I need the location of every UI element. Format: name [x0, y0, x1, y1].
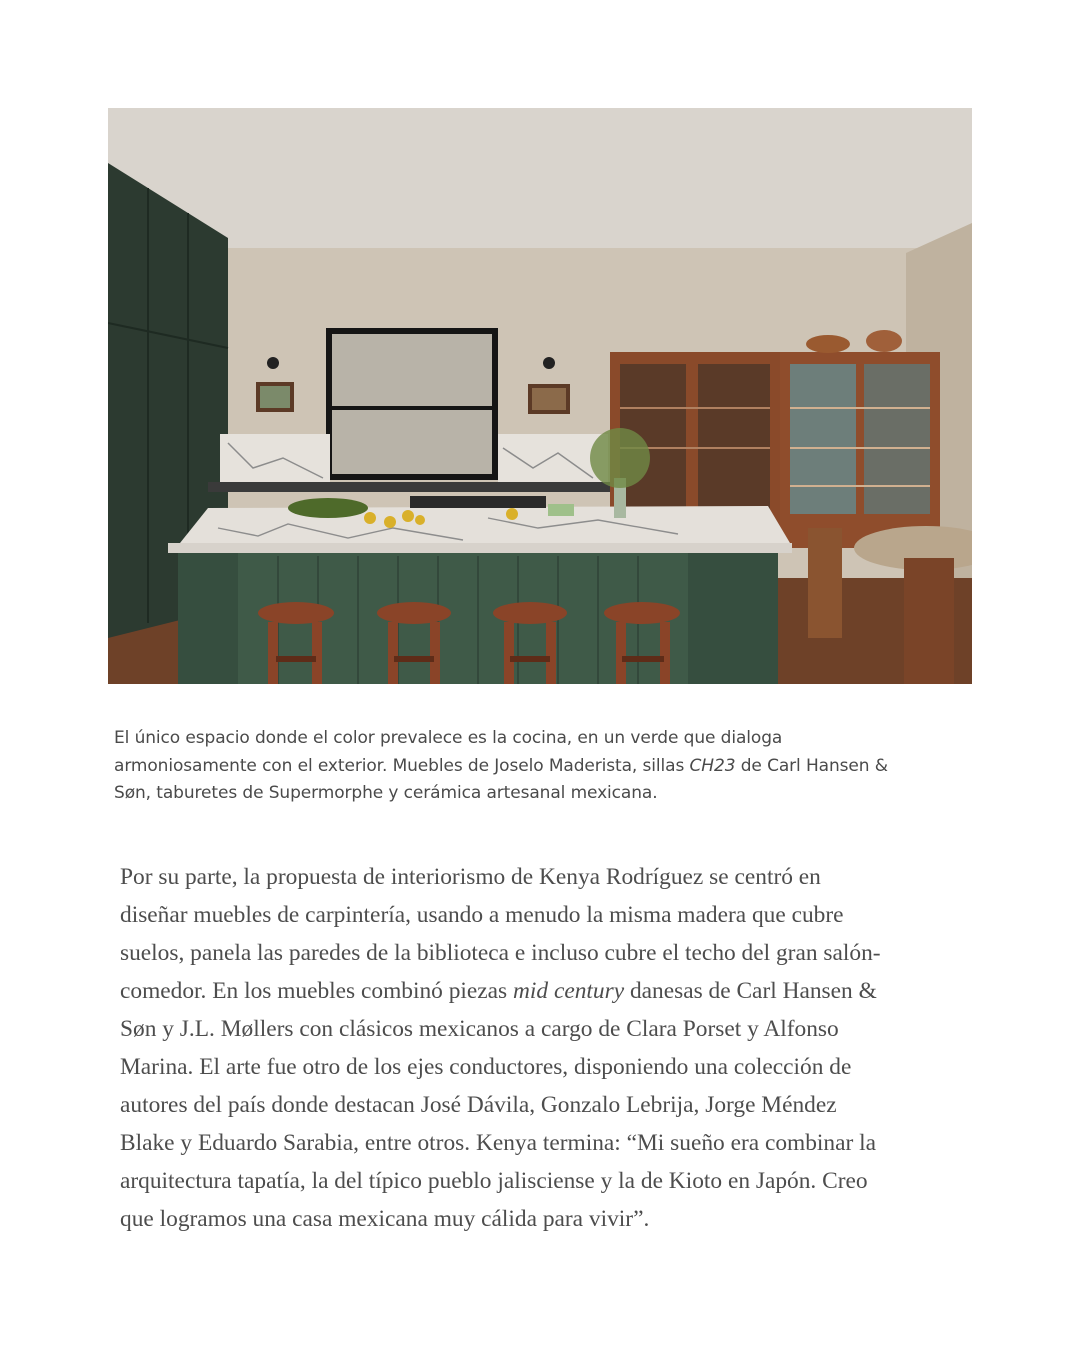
paragraph-line: arquitectura tapatía, la del típico pueblo jalisciense y la de Kioto en Japón. Creo — [120, 1168, 868, 1194]
paragraph-line: que logramos una casa mexicana muy cálida para vivir”. — [120, 1206, 650, 1232]
paragraph-line: autores del país donde destacan José Dávila, Gonzalo Lebrija, Jorge Méndez — [120, 1092, 837, 1118]
paragraph-line: Søn y J.L. Møllers con clásicos mexicanos a cargo de Clara Porset y Alfonso — [120, 1016, 839, 1042]
article-paragraph — [120, 858, 970, 1238]
kitchen-photo — [108, 108, 972, 684]
chair-model-name: CH23 — [689, 755, 736, 776]
paragraph-line: Marina. El arte fue otro de los ejes conductores, disponiendo una colección de — [120, 1054, 852, 1080]
style-term: mid century — [513, 978, 625, 1004]
caption-line: armoniosamente con el exterior. Muebles de Joselo Maderista, sillas CH23 de Carl Hansen & — [114, 755, 888, 776]
caption-line: El único espacio donde el color prevalece es la cocina, en un verde que dialoga — [114, 728, 783, 748]
paragraph-line: comedor. En los muebles combinó piezas mid century danesas de Carl Hansen & — [120, 978, 877, 1004]
photo-caption — [114, 725, 974, 808]
paragraph-line: Por su parte, la propuesta de interiorismo de Kenya Rodríguez se centró en — [120, 864, 821, 890]
paragraph-line: suelos, panela las paredes de la biblioteca e incluso cubre el techo del gran salón- — [120, 940, 881, 966]
paragraph-line: diseñar muebles de carpintería, usando a menudo la misma madera que cubre — [120, 902, 844, 928]
caption-line: Søn, taburetes de Supermorphe y cerámica artesanal mexicana. — [114, 783, 658, 803]
paragraph-line: Blake y Eduardo Sarabia, entre otros. Kenya termina: “Mi sueño era combinar la — [120, 1130, 877, 1156]
kitchen-illustration — [108, 108, 972, 684]
